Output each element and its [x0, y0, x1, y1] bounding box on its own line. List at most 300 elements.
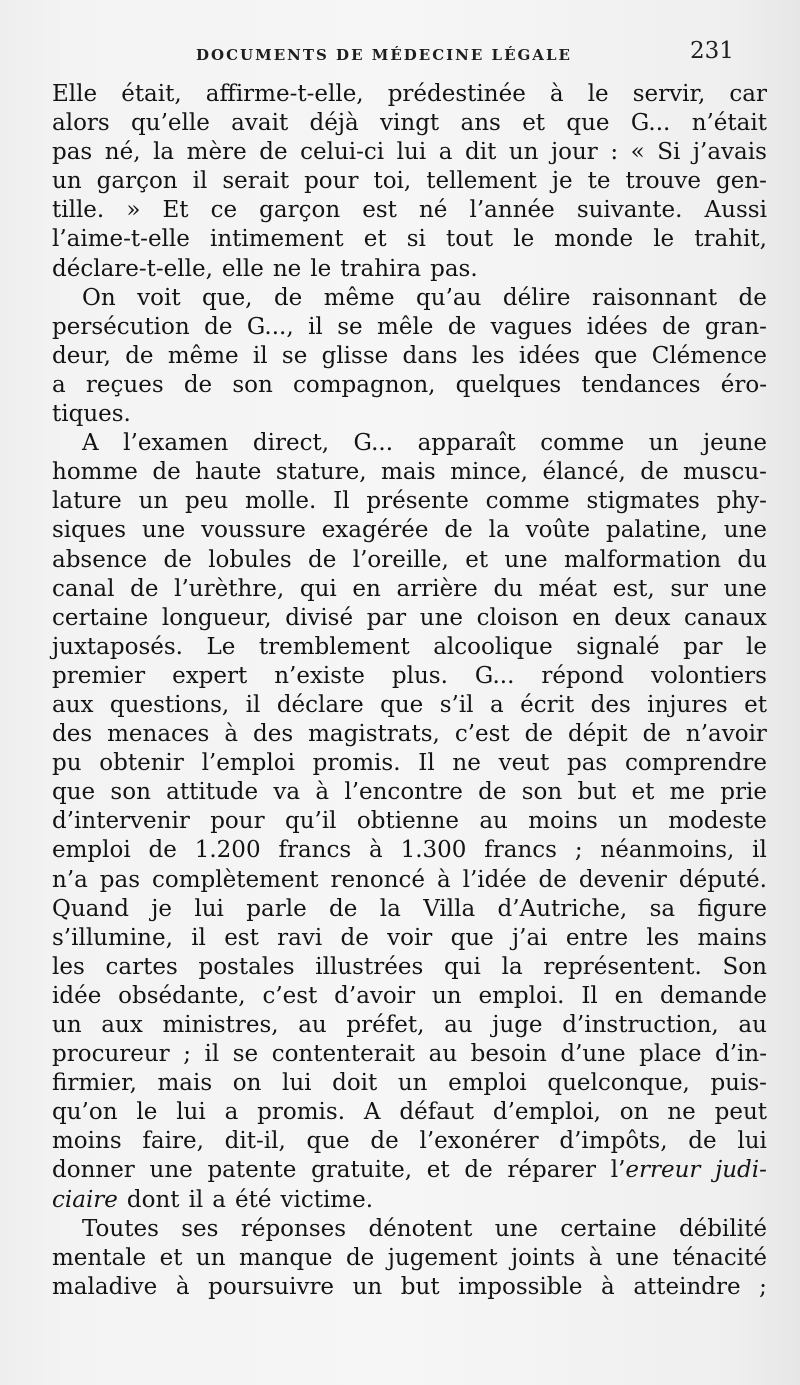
word: volontiers — [651, 662, 767, 689]
word: deux — [614, 604, 671, 631]
word: n’était — [691, 110, 767, 137]
word: même — [167, 342, 239, 369]
word: l’encontre — [344, 779, 463, 806]
word: un — [138, 488, 169, 515]
word: député. — [678, 866, 767, 893]
word: G... — [474, 662, 515, 689]
word: que — [306, 1128, 350, 1155]
word: poursuivre — [208, 1273, 335, 1300]
word: de — [524, 721, 553, 748]
word: modeste — [668, 808, 767, 835]
word: une — [494, 1215, 538, 1242]
word: procureur — [52, 1041, 170, 1068]
word: la — [488, 517, 510, 544]
word: le — [136, 1099, 158, 1126]
text-line — [52, 400, 767, 429]
word: que — [380, 691, 424, 718]
word: on — [232, 1070, 262, 1097]
word: mais — [381, 459, 436, 486]
word: reçues — [85, 371, 164, 398]
word: renoncé — [330, 866, 426, 893]
word: une — [723, 517, 767, 544]
word: du — [493, 575, 523, 602]
text-line — [52, 1069, 767, 1098]
word: promis. — [312, 750, 401, 777]
word: je — [551, 168, 573, 195]
word: elle — [221, 255, 264, 282]
word: la — [379, 895, 401, 922]
word: répond — [541, 662, 625, 689]
word: ne — [667, 1099, 696, 1126]
word: que, — [202, 284, 253, 311]
word: qui — [443, 953, 481, 980]
word: pour — [304, 168, 359, 195]
word: il — [204, 1041, 220, 1068]
word: réparer — [507, 1157, 597, 1184]
word: impossible — [458, 1273, 583, 1300]
word: affirme-t-elle, — [205, 81, 364, 107]
word: divisé — [285, 604, 354, 631]
text-line — [52, 80, 767, 109]
word: que — [450, 924, 494, 951]
word: tendances — [581, 371, 701, 398]
word: deur, — [52, 342, 111, 369]
word: firmier, — [52, 1070, 137, 1097]
word: glisse — [321, 342, 389, 369]
word: mince, — [450, 459, 528, 486]
word: qu’on — [52, 1099, 118, 1126]
text-line — [52, 720, 767, 749]
word: l’année — [469, 197, 555, 224]
word: si — [406, 226, 426, 253]
word: et — [522, 110, 546, 137]
word: emploi — [448, 1070, 527, 1097]
text-line — [52, 429, 767, 458]
word: juge — [492, 1012, 543, 1038]
word: débilité — [678, 1215, 767, 1242]
word: juxtaposés. — [52, 633, 183, 660]
word: homme — [52, 459, 138, 486]
word: représentent. — [543, 953, 702, 980]
word: servir, — [632, 81, 706, 107]
word: veut — [498, 750, 550, 777]
word: qu’elle — [131, 110, 210, 137]
word: serait — [222, 168, 290, 195]
word: magistrats, — [308, 721, 440, 748]
word: il — [245, 691, 261, 718]
text-line — [52, 749, 767, 778]
word: déjà — [309, 110, 359, 137]
word: garçon — [259, 197, 341, 224]
word: manque — [239, 1244, 333, 1271]
word: ne — [452, 750, 481, 777]
word: de — [370, 1128, 399, 1155]
word: de — [688, 1128, 717, 1155]
word: le — [310, 255, 332, 282]
word: Quand — [52, 895, 129, 922]
word: le — [653, 226, 675, 253]
text-line — [52, 109, 767, 138]
word: lui — [737, 1128, 767, 1155]
word: mains — [697, 924, 767, 951]
word: un — [618, 808, 648, 835]
word: trouve — [625, 168, 702, 195]
word: dit — [464, 139, 497, 166]
word: ses — [181, 1215, 219, 1242]
word: le — [513, 226, 535, 253]
word: faire, — [142, 1128, 204, 1155]
word: je — [151, 895, 173, 922]
word: néanmoins, — [600, 837, 735, 864]
word: par — [683, 633, 723, 660]
text-line — [52, 778, 767, 807]
word: de — [273, 284, 303, 311]
word: suivante. — [576, 197, 683, 224]
word: l’emploi — [201, 750, 295, 777]
word: A — [363, 1099, 381, 1126]
word: une — [615, 1244, 660, 1271]
word: tremblement — [258, 633, 410, 660]
word: se — [232, 1041, 259, 1068]
word: que — [52, 779, 96, 806]
word: dont — [126, 1186, 180, 1213]
word: de — [204, 313, 233, 340]
word: n’existe — [274, 662, 365, 689]
word: le — [746, 633, 767, 660]
word: donner — [52, 1157, 135, 1184]
word: éro- — [720, 371, 767, 398]
word: Il — [333, 488, 350, 515]
word: de — [447, 313, 477, 340]
word: et — [159, 1244, 183, 1271]
word: il — [308, 313, 323, 340]
word: arrière — [396, 575, 478, 602]
word: victime. — [280, 1186, 374, 1213]
word: joints — [510, 1244, 576, 1271]
word: l’urèthre, — [174, 575, 285, 602]
word: n’avoir — [685, 721, 767, 748]
word: absence — [52, 546, 148, 573]
word: peu — [185, 488, 229, 515]
word: malformation — [564, 546, 722, 573]
word: 1.200 — [194, 837, 261, 864]
word: pas — [99, 866, 141, 893]
word: à — [224, 721, 239, 748]
word: stature, — [275, 459, 367, 486]
word: comme — [540, 430, 625, 457]
word: pu — [52, 750, 82, 777]
word: moins — [528, 808, 598, 835]
word: va — [273, 779, 301, 806]
word: persécution — [52, 313, 190, 340]
italic-text: ciaire — [52, 1186, 118, 1213]
word: une — [142, 517, 186, 544]
word: raisonnant — [591, 284, 718, 311]
word: de — [125, 342, 154, 369]
word: emploi. — [478, 982, 565, 1009]
word: premier — [52, 662, 146, 689]
word: à — [175, 1273, 190, 1300]
word: demande — [659, 982, 767, 1009]
word: lui — [396, 139, 427, 166]
text-line — [52, 255, 767, 284]
word: du — [737, 546, 767, 573]
word: une — [504, 546, 548, 573]
word: il — [192, 168, 208, 195]
word: pas — [52, 139, 93, 166]
word: j’ai — [512, 924, 548, 951]
word: son — [110, 779, 151, 806]
word: à — [315, 779, 330, 806]
text-line — [52, 866, 767, 895]
text-line — [52, 982, 767, 1011]
word: un — [52, 168, 82, 195]
word: illustrées — [315, 953, 424, 980]
word: but — [400, 1273, 440, 1300]
word: de — [642, 721, 671, 748]
word: de — [640, 459, 669, 486]
word: de — [329, 895, 358, 922]
word: jugement — [387, 1244, 498, 1271]
word: ce — [210, 197, 238, 224]
text-line — [52, 138, 767, 167]
word: 1.300 — [400, 837, 467, 864]
word: qu’au — [416, 284, 482, 311]
word: même — [323, 284, 395, 311]
word: francs — [278, 837, 352, 864]
word: attitude — [166, 779, 259, 806]
word: déclare-t-elle, — [52, 255, 213, 282]
word: la — [153, 139, 175, 166]
word: c’est — [454, 721, 510, 748]
text-line — [52, 633, 767, 662]
word: pour — [210, 808, 265, 835]
word: au — [428, 1041, 458, 1068]
word: élancé, — [542, 459, 626, 486]
word: écrit — [520, 691, 575, 718]
word: j’avais — [692, 139, 767, 166]
word: et — [631, 779, 655, 806]
word: gen- — [716, 168, 767, 195]
word: voit — [137, 284, 181, 311]
word: garçon — [96, 168, 178, 195]
page-header — [0, 36, 800, 76]
word: comme — [485, 488, 570, 515]
text-line — [52, 371, 767, 400]
word: dépit — [567, 721, 628, 748]
word: a — [212, 1186, 226, 1213]
text-line — [52, 1186, 767, 1215]
word: un — [195, 1244, 226, 1271]
word: emploi — [52, 837, 131, 864]
word — [715, 1156, 767, 1185]
word: besoin — [470, 1041, 547, 1068]
word: « — [630, 139, 645, 166]
word: et — [363, 226, 387, 253]
word: promis. — [257, 1099, 346, 1126]
word: gratuite, — [311, 1157, 413, 1184]
word: jour — [551, 139, 598, 166]
word: cloison — [476, 604, 559, 631]
word: phy- — [716, 488, 767, 515]
word: idée — [52, 982, 102, 1009]
word: au — [479, 808, 508, 835]
word: Il — [581, 982, 598, 1009]
word: délire — [502, 284, 571, 311]
word: sur — [670, 575, 708, 602]
text-line — [52, 662, 767, 691]
word: te — [587, 168, 611, 195]
word: jeune — [702, 430, 767, 457]
word: canaux — [684, 604, 767, 631]
word: de — [308, 546, 337, 573]
word: s’illumine, — [52, 924, 173, 951]
word: de — [183, 371, 213, 398]
word: d’intervenir — [52, 808, 190, 835]
word: signalé — [576, 633, 660, 660]
word: on — [619, 1099, 649, 1126]
word: un — [52, 1012, 82, 1038]
word: ; — [574, 837, 583, 864]
word: au — [444, 1012, 473, 1038]
word: les — [646, 924, 680, 951]
word: été — [235, 1186, 272, 1213]
word: l’exonérer — [419, 1128, 539, 1155]
word: un — [431, 982, 462, 1009]
word: au — [298, 1012, 327, 1038]
word: de — [340, 924, 369, 951]
word: » — [126, 197, 141, 224]
word: de — [538, 866, 567, 893]
word: idées — [586, 313, 648, 340]
word: tiques. — [52, 401, 131, 428]
word: obtenir — [99, 750, 184, 777]
word: parle — [246, 895, 307, 922]
word: d’impôts, — [559, 1128, 668, 1155]
word: d’emploi, — [492, 1099, 601, 1126]
word: Toutes — [82, 1215, 159, 1242]
word: menaces — [107, 721, 210, 748]
word: alors — [52, 110, 110, 137]
word: dénotent — [368, 1215, 473, 1242]
word: mère — [186, 139, 247, 166]
text-line — [52, 313, 767, 342]
word: exagérée — [321, 517, 429, 544]
word: monde — [554, 226, 634, 253]
word: de — [662, 313, 691, 340]
word: n’a — [52, 866, 88, 893]
word: par — [366, 604, 407, 631]
word: se — [281, 342, 308, 369]
text-line — [52, 225, 767, 254]
word: en — [614, 982, 644, 1009]
word: trahira — [340, 255, 422, 282]
word: lui — [194, 895, 224, 922]
text-line — [52, 1215, 767, 1244]
word: molle. — [245, 488, 317, 515]
word: un — [508, 139, 539, 166]
word: a — [224, 1099, 239, 1126]
word: a — [52, 371, 66, 398]
word: dans — [402, 342, 458, 369]
word: obsédante, — [118, 982, 246, 1009]
word: voir — [387, 924, 433, 951]
word: d’une — [560, 1041, 626, 1068]
word: plus. — [391, 662, 448, 689]
word: aux — [52, 691, 94, 718]
word: quelconque, — [547, 1070, 690, 1097]
word: une — [723, 575, 767, 602]
word: s’il — [439, 691, 474, 718]
word: ans — [460, 110, 501, 137]
text-line — [52, 895, 767, 924]
word: il — [252, 342, 268, 369]
text-line — [52, 1156, 767, 1185]
word: doit — [332, 1070, 378, 1097]
word: tille. — [52, 197, 105, 224]
word: de — [152, 459, 181, 486]
word: avait — [231, 110, 289, 137]
word: et — [465, 546, 489, 573]
word: ministres, — [162, 1012, 279, 1038]
word: comprendre — [624, 750, 767, 777]
word: un — [397, 1070, 428, 1097]
word: prie — [720, 779, 767, 806]
word: de — [478, 779, 507, 806]
word: à — [436, 866, 451, 893]
word: compagnon, — [293, 371, 436, 398]
word: à — [369, 837, 383, 864]
word: : — [610, 139, 619, 166]
word: injures — [647, 691, 728, 718]
word: méat — [538, 575, 598, 602]
word: complètement — [151, 866, 319, 893]
word: Si — [657, 139, 681, 166]
word: tellement — [426, 168, 537, 195]
word: trahit, — [694, 226, 767, 253]
word: questions, — [109, 691, 230, 718]
text-line — [52, 1127, 767, 1156]
word: tout — [445, 226, 494, 253]
word: son — [521, 779, 563, 806]
word: ténacité — [672, 1244, 767, 1271]
page-number: 231 — [690, 38, 734, 64]
word: de — [444, 517, 473, 544]
word: idées — [518, 342, 580, 369]
word: mentale — [52, 1244, 147, 1271]
word: de — [464, 1157, 493, 1184]
word: maladive — [52, 1273, 158, 1300]
word: pas. — [430, 255, 478, 282]
text-line — [52, 1244, 767, 1273]
word: prédestinée — [387, 81, 526, 107]
word: la — [501, 953, 523, 980]
word: d’instruction, — [562, 1012, 719, 1038]
word: l’aime-t-elle — [52, 226, 190, 253]
word: déclare — [276, 691, 364, 718]
word: de — [345, 1244, 375, 1271]
word: voussure — [201, 517, 306, 544]
word: vingt — [380, 110, 440, 137]
text-line — [52, 196, 767, 225]
word: le — [587, 81, 609, 107]
word: intimement — [209, 226, 344, 253]
text-line — [52, 807, 767, 836]
word: toi, — [373, 168, 412, 195]
word: mais — [157, 1070, 213, 1097]
word: gran- — [704, 313, 767, 340]
word: présente — [366, 488, 469, 515]
